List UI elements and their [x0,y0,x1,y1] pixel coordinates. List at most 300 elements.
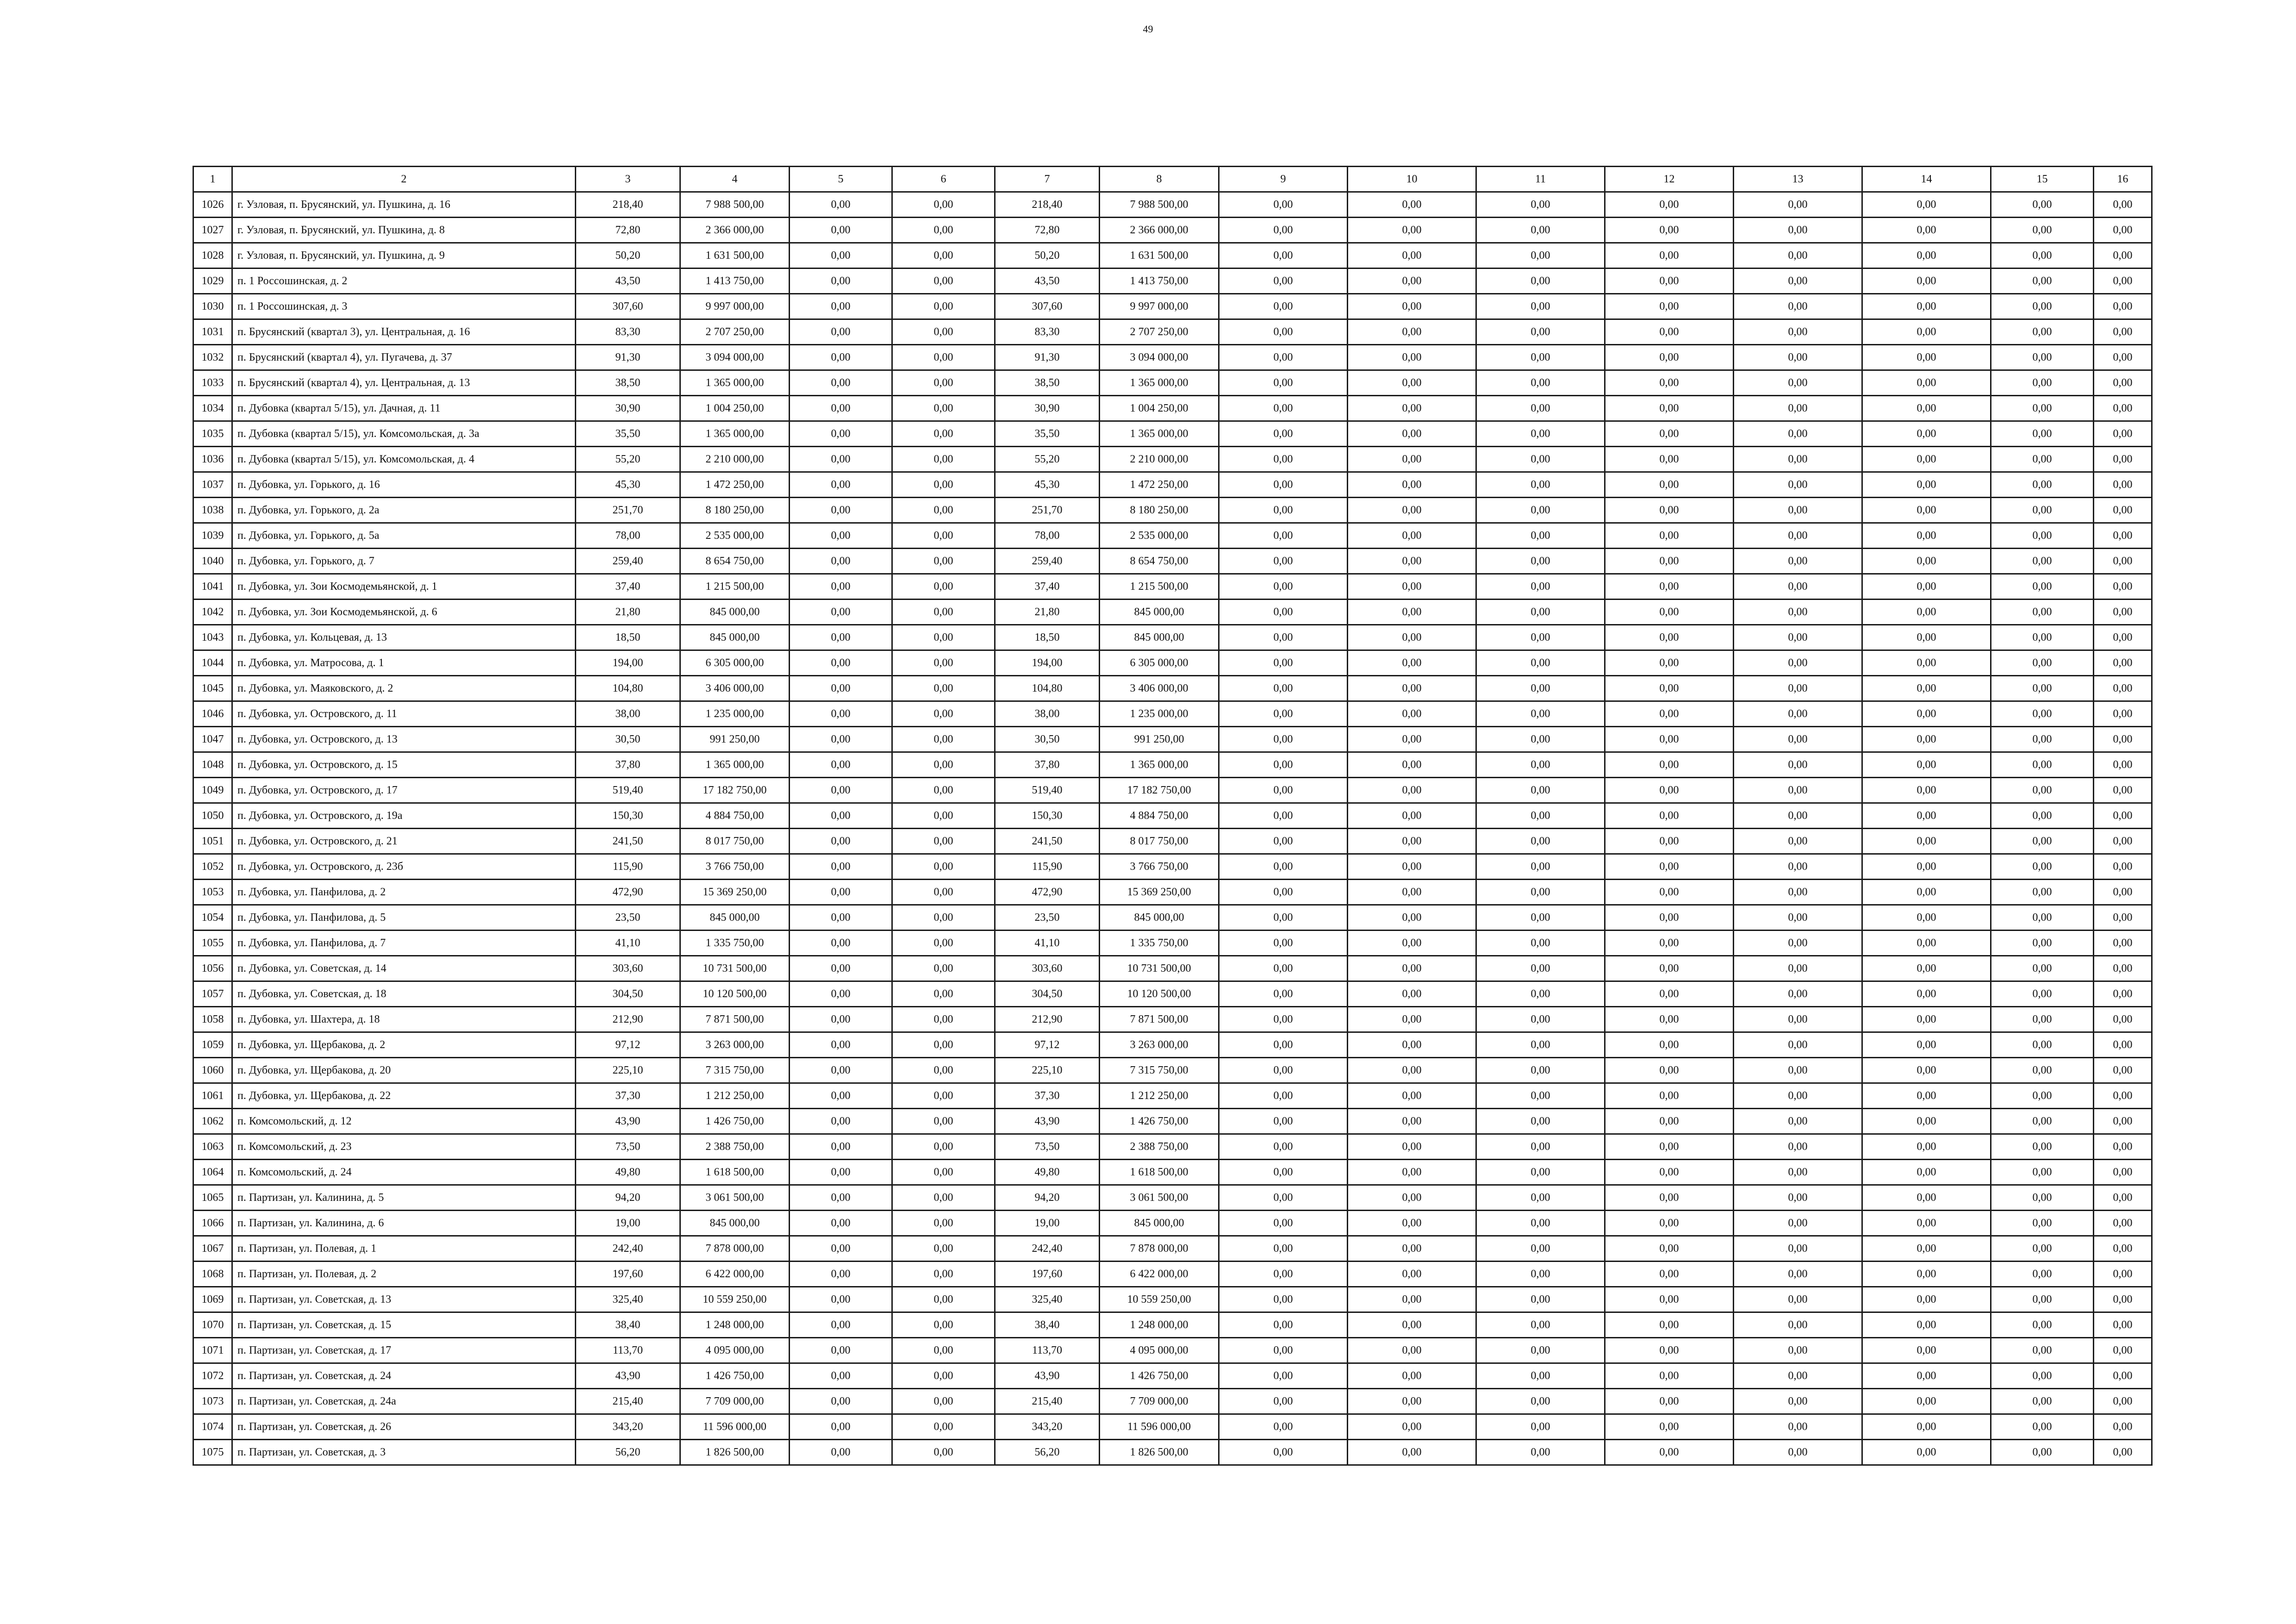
value-cell: 1 004 250,00 [680,396,790,421]
row-number-cell: 1055 [193,931,232,956]
value-cell: 0,00 [1862,396,1991,421]
value-cell: 0,00 [1862,1160,1991,1185]
value-cell: 0,00 [790,549,892,574]
value-cell: 49,80 [576,1160,680,1185]
value-cell: 72,80 [995,218,1100,243]
value-cell: 0,00 [2094,981,2152,1007]
row-number-cell: 1070 [193,1312,232,1338]
value-cell: 1 215 500,00 [680,574,790,600]
value-cell: 0,00 [790,396,892,421]
table-row [193,880,2152,905]
table-row [193,1185,2152,1211]
column-header-10: 10 [1348,167,1476,192]
value-cell: 6 422 000,00 [680,1262,790,1287]
row-number-cell: 1040 [193,549,232,574]
value-cell: 0,00 [1476,447,1605,472]
value-cell: 1 365 000,00 [1100,370,1219,396]
value-cell: 0,00 [2094,1083,2152,1109]
value-cell: 0,00 [790,269,892,294]
value-cell: 0,00 [1348,1262,1476,1287]
value-cell: 251,70 [995,498,1100,523]
value-cell: 0,00 [892,625,995,650]
table-row [193,218,2152,243]
value-cell: 1 631 500,00 [1100,243,1219,269]
table-row [193,269,2152,294]
value-cell: 0,00 [1862,345,1991,370]
value-cell: 1 472 250,00 [680,472,790,498]
table-row [193,1211,2152,1236]
value-cell: 43,90 [995,1109,1100,1134]
value-cell: 0,00 [1605,600,1734,625]
value-cell: 0,00 [1348,931,1476,956]
value-cell: 17 182 750,00 [1100,778,1219,803]
address-cell: п. Партизан, ул. Советская, д. 24 [232,1363,576,1389]
value-cell: 78,00 [995,523,1100,549]
row-number-cell: 1071 [193,1338,232,1363]
row-number-cell: 1074 [193,1414,232,1440]
value-cell: 0,00 [2094,1363,2152,1389]
value-cell: 0,00 [1734,472,1862,498]
value-cell: 0,00 [790,370,892,396]
table-row [193,319,2152,345]
value-cell: 0,00 [1605,294,1734,319]
value-cell: 0,00 [1605,1440,1734,1465]
table-row [193,1160,2152,1185]
value-cell: 10 120 500,00 [1100,981,1219,1007]
value-cell: 0,00 [790,676,892,701]
value-cell: 50,20 [576,243,680,269]
value-cell: 0,00 [1734,752,1862,778]
table-row [193,396,2152,421]
table-row [193,829,2152,854]
value-cell: 0,00 [790,854,892,880]
value-cell: 0,00 [1219,549,1348,574]
value-cell: 0,00 [1991,1058,2094,1083]
value-cell: 0,00 [1348,1363,1476,1389]
value-cell: 845 000,00 [680,600,790,625]
value-cell: 0,00 [1862,1312,1991,1338]
value-cell: 0,00 [2094,701,2152,727]
value-cell: 0,00 [1991,1134,2094,1160]
value-cell: 0,00 [1476,1236,1605,1262]
value-cell: 0,00 [1476,701,1605,727]
value-cell: 0,00 [1991,396,2094,421]
value-cell: 0,00 [1862,854,1991,880]
address-cell: г. Узловая, п. Брусянский, ул. Пушкина, д. 8 [232,218,576,243]
header-row [193,167,2152,192]
value-cell: 0,00 [892,1312,995,1338]
value-cell: 0,00 [1734,625,1862,650]
row-number-cell: 1065 [193,1185,232,1211]
value-cell: 0,00 [892,600,995,625]
value-cell: 218,40 [576,192,680,218]
value-cell: 83,30 [576,319,680,345]
value-cell: 0,00 [1862,1236,1991,1262]
value-cell: 0,00 [1734,1134,1862,1160]
value-cell: 0,00 [1862,574,1991,600]
value-cell: 9 997 000,00 [680,294,790,319]
value-cell: 0,00 [1734,981,1862,1007]
value-cell: 0,00 [1862,1287,1991,1312]
value-cell: 78,00 [576,523,680,549]
value-cell: 0,00 [1219,1389,1348,1414]
value-cell: 0,00 [1219,396,1348,421]
value-cell: 0,00 [892,1236,995,1262]
value-cell: 0,00 [1605,880,1734,905]
table-row [193,1083,2152,1109]
row-number-cell: 1058 [193,1007,232,1032]
value-cell: 0,00 [1476,1083,1605,1109]
value-cell: 0,00 [1476,1109,1605,1134]
value-cell: 0,00 [1991,218,2094,243]
value-cell: 0,00 [1605,370,1734,396]
table-body [193,192,2152,1465]
value-cell: 304,50 [576,981,680,1007]
row-number-cell: 1031 [193,319,232,345]
value-cell: 0,00 [1605,854,1734,880]
value-cell: 0,00 [1476,727,1605,752]
value-cell: 0,00 [1348,600,1476,625]
value-cell: 845 000,00 [680,905,790,931]
value-cell: 10 120 500,00 [680,981,790,1007]
value-cell: 0,00 [1991,294,2094,319]
value-cell: 37,30 [995,1083,1100,1109]
value-cell: 0,00 [1348,1236,1476,1262]
row-number-cell: 1032 [193,345,232,370]
value-cell: 0,00 [1734,1262,1862,1287]
value-cell: 7 871 500,00 [1100,1007,1219,1032]
value-cell: 0,00 [790,701,892,727]
value-cell: 0,00 [1476,269,1605,294]
value-cell: 0,00 [790,1007,892,1032]
value-cell: 194,00 [995,650,1100,676]
value-cell: 0,00 [1991,472,2094,498]
address-cell: п. Партизан, ул. Советская, д. 24а [232,1389,576,1414]
address-cell: п. Дубовка (квартал 5/15), ул. Комсомольская, д. 4 [232,447,576,472]
value-cell: 0,00 [1348,549,1476,574]
address-cell: п. Дубовка, ул. Островского, д. 15 [232,752,576,778]
row-number-cell: 1037 [193,472,232,498]
value-cell: 0,00 [1862,650,1991,676]
value-cell: 0,00 [2094,218,2152,243]
value-cell: 104,80 [576,676,680,701]
value-cell: 0,00 [1862,931,1991,956]
value-cell: 0,00 [1605,1134,1734,1160]
address-cell: п. Партизан, ул. Калинина, д. 6 [232,1211,576,1236]
value-cell: 0,00 [892,1134,995,1160]
row-number-cell: 1061 [193,1083,232,1109]
value-cell: 0,00 [1476,650,1605,676]
row-number-cell: 1075 [193,1440,232,1465]
value-cell: 0,00 [1862,701,1991,727]
value-cell: 0,00 [1476,243,1605,269]
value-cell: 0,00 [1476,523,1605,549]
value-cell: 0,00 [1734,1083,1862,1109]
value-cell: 325,40 [995,1287,1100,1312]
value-cell: 4 884 750,00 [680,803,790,829]
value-cell: 0,00 [2094,829,2152,854]
value-cell: 10 731 500,00 [680,956,790,981]
value-cell: 113,70 [576,1338,680,1363]
row-number-cell: 1054 [193,905,232,931]
value-cell: 0,00 [1605,574,1734,600]
value-cell: 0,00 [1862,421,1991,447]
value-cell: 0,00 [1476,600,1605,625]
value-cell: 0,00 [1605,498,1734,523]
value-cell: 0,00 [1219,1338,1348,1363]
value-cell: 0,00 [2094,778,2152,803]
value-cell: 0,00 [790,625,892,650]
value-cell: 0,00 [1991,1312,2094,1338]
value-cell: 0,00 [1734,880,1862,905]
value-cell: 0,00 [2094,192,2152,218]
value-cell: 0,00 [1605,981,1734,1007]
value-cell: 3 094 000,00 [680,345,790,370]
value-cell: 49,80 [995,1160,1100,1185]
table-row [193,294,2152,319]
value-cell: 0,00 [892,319,995,345]
value-cell: 10 731 500,00 [1100,956,1219,981]
value-cell: 0,00 [1348,1211,1476,1236]
value-cell: 8 180 250,00 [1100,498,1219,523]
value-cell: 0,00 [1605,1160,1734,1185]
value-cell: 0,00 [1348,778,1476,803]
value-cell: 0,00 [790,1414,892,1440]
value-cell: 43,50 [995,269,1100,294]
value-cell: 0,00 [2094,676,2152,701]
address-cell: п. Дубовка, ул. Панфилова, д. 2 [232,880,576,905]
value-cell: 0,00 [790,803,892,829]
table-row [193,854,2152,880]
value-cell: 0,00 [2094,600,2152,625]
value-cell: 225,10 [995,1058,1100,1083]
value-cell: 1 212 250,00 [1100,1083,1219,1109]
value-cell: 0,00 [1219,523,1348,549]
value-cell: 0,00 [1219,1083,1348,1109]
address-cell: п. Дубовка, ул. Панфилова, д. 7 [232,931,576,956]
value-cell: 0,00 [1734,727,1862,752]
table-row [193,1440,2152,1465]
table-header [193,167,2152,192]
value-cell: 19,00 [576,1211,680,1236]
value-cell: 1 248 000,00 [680,1312,790,1338]
value-cell: 0,00 [892,549,995,574]
value-cell: 0,00 [1605,421,1734,447]
address-cell: п. Дубовка (квартал 5/15), ул. Комсомольская, д. 3а [232,421,576,447]
value-cell: 241,50 [576,829,680,854]
value-cell: 0,00 [1862,1134,1991,1160]
value-cell: 0,00 [1476,1007,1605,1032]
value-cell: 0,00 [892,727,995,752]
row-number-cell: 1068 [193,1262,232,1287]
value-cell: 0,00 [1476,854,1605,880]
value-cell: 303,60 [995,956,1100,981]
value-cell: 0,00 [892,1058,995,1083]
value-cell: 0,00 [1476,345,1605,370]
value-cell: 7 878 000,00 [680,1236,790,1262]
value-cell: 0,00 [790,1440,892,1465]
value-cell: 0,00 [1476,956,1605,981]
value-cell: 0,00 [1862,1109,1991,1134]
value-cell: 0,00 [790,447,892,472]
value-cell: 0,00 [1348,1032,1476,1058]
value-cell: 0,00 [1991,549,2094,574]
value-cell: 197,60 [995,1262,1100,1287]
value-cell: 0,00 [790,778,892,803]
value-cell: 0,00 [1219,1287,1348,1312]
table-row [193,370,2152,396]
value-cell: 7 871 500,00 [680,1007,790,1032]
table-row [193,192,2152,218]
value-cell: 0,00 [1605,829,1734,854]
value-cell: 1 365 000,00 [680,370,790,396]
value-cell: 0,00 [2094,1389,2152,1414]
value-cell: 0,00 [1219,981,1348,1007]
value-cell: 0,00 [790,421,892,447]
value-cell: 0,00 [2094,752,2152,778]
value-cell: 0,00 [790,345,892,370]
value-cell: 0,00 [1605,1058,1734,1083]
value-cell: 0,00 [1991,1109,2094,1134]
value-cell: 0,00 [1734,600,1862,625]
row-number-cell: 1027 [193,218,232,243]
value-cell: 1 426 750,00 [1100,1109,1219,1134]
value-cell: 1 826 500,00 [680,1440,790,1465]
value-cell: 0,00 [1348,1160,1476,1185]
value-cell: 0,00 [892,294,995,319]
address-cell: п. Дубовка (квартал 5/15), ул. Дачная, д. 11 [232,396,576,421]
value-cell: 30,50 [576,727,680,752]
value-cell: 845 000,00 [1100,600,1219,625]
value-cell: 0,00 [1219,676,1348,701]
value-cell: 0,00 [1991,1185,2094,1211]
table-row [193,701,2152,727]
value-cell: 10 559 250,00 [1100,1287,1219,1312]
value-cell: 303,60 [576,956,680,981]
value-cell: 845 000,00 [680,625,790,650]
value-cell: 0,00 [1219,880,1348,905]
value-cell: 0,00 [1219,1363,1348,1389]
value-cell: 0,00 [1605,905,1734,931]
table-row [193,1058,2152,1083]
address-cell: п. Дубовка, ул. Островского, д. 17 [232,778,576,803]
value-cell: 0,00 [1605,752,1734,778]
value-cell: 472,90 [576,880,680,905]
value-cell: 0,00 [892,1262,995,1287]
value-cell: 0,00 [892,1160,995,1185]
value-cell: 0,00 [2094,421,2152,447]
value-cell: 0,00 [790,1312,892,1338]
value-cell: 21,80 [995,600,1100,625]
value-cell: 0,00 [892,574,995,600]
value-cell: 0,00 [1476,752,1605,778]
value-cell: 0,00 [1991,192,2094,218]
row-number-cell: 1059 [193,1032,232,1058]
address-cell: п. Дубовка, ул. Горького, д. 2а [232,498,576,523]
value-cell: 0,00 [1348,981,1476,1007]
value-cell: 215,40 [995,1389,1100,1414]
value-cell: 1 631 500,00 [680,243,790,269]
value-cell: 0,00 [1348,829,1476,854]
value-cell: 0,00 [1219,956,1348,981]
address-cell: п. Дубовка, ул. Щербакова, д. 22 [232,1083,576,1109]
table-row [193,625,2152,650]
value-cell: 72,80 [576,218,680,243]
value-cell: 0,00 [1348,1287,1476,1312]
value-cell: 1 413 750,00 [1100,269,1219,294]
value-cell: 43,50 [576,269,680,294]
value-cell: 0,00 [1991,880,2094,905]
value-cell: 0,00 [1476,370,1605,396]
value-cell: 0,00 [1734,574,1862,600]
value-cell: 1 335 750,00 [680,931,790,956]
value-cell: 41,10 [995,931,1100,956]
address-cell: п. Партизан, ул. Калинина, д. 5 [232,1185,576,1211]
value-cell: 0,00 [1219,1185,1348,1211]
value-cell: 0,00 [1348,1109,1476,1134]
value-cell: 0,00 [1219,1007,1348,1032]
value-cell: 3 766 750,00 [1100,854,1219,880]
value-cell: 0,00 [1991,625,2094,650]
value-cell: 0,00 [1734,1236,1862,1262]
row-number-cell: 1064 [193,1160,232,1185]
value-cell: 0,00 [1348,345,1476,370]
value-cell: 0,00 [1734,1160,1862,1185]
row-number-cell: 1026 [193,192,232,218]
value-cell: 1 426 750,00 [1100,1363,1219,1389]
value-cell: 0,00 [1862,1440,1991,1465]
value-cell: 0,00 [1991,447,2094,472]
value-cell: 0,00 [1348,1058,1476,1083]
value-cell: 0,00 [1476,803,1605,829]
value-cell: 0,00 [1862,676,1991,701]
value-cell: 0,00 [1605,931,1734,956]
row-number-cell: 1041 [193,574,232,600]
row-number-cell: 1056 [193,956,232,981]
value-cell: 0,00 [1348,1134,1476,1160]
value-cell: 0,00 [1991,1160,2094,1185]
value-cell: 0,00 [790,498,892,523]
value-cell: 0,00 [790,650,892,676]
table-row [193,1109,2152,1134]
value-cell: 0,00 [2094,1236,2152,1262]
value-cell: 0,00 [1476,192,1605,218]
value-cell: 0,00 [1348,1389,1476,1414]
value-cell: 113,70 [995,1338,1100,1363]
value-cell: 19,00 [995,1211,1100,1236]
column-header-6: 6 [892,167,995,192]
value-cell: 0,00 [2094,1007,2152,1032]
value-cell: 0,00 [790,1338,892,1363]
value-cell: 0,00 [790,1109,892,1134]
value-cell: 2 388 750,00 [1100,1134,1219,1160]
table-row [193,498,2152,523]
value-cell: 0,00 [1862,1032,1991,1058]
column-header-15: 15 [1991,167,2094,192]
value-cell: 91,30 [576,345,680,370]
value-cell: 0,00 [1476,1160,1605,1185]
value-cell: 0,00 [1734,1109,1862,1134]
table-row [193,549,2152,574]
value-cell: 0,00 [1219,854,1348,880]
row-number-cell: 1060 [193,1058,232,1083]
value-cell: 0,00 [1734,396,1862,421]
value-cell: 0,00 [1734,1032,1862,1058]
value-cell: 0,00 [2094,447,2152,472]
value-cell: 0,00 [1862,1414,1991,1440]
value-cell: 259,40 [995,549,1100,574]
value-cell: 2 535 000,00 [680,523,790,549]
